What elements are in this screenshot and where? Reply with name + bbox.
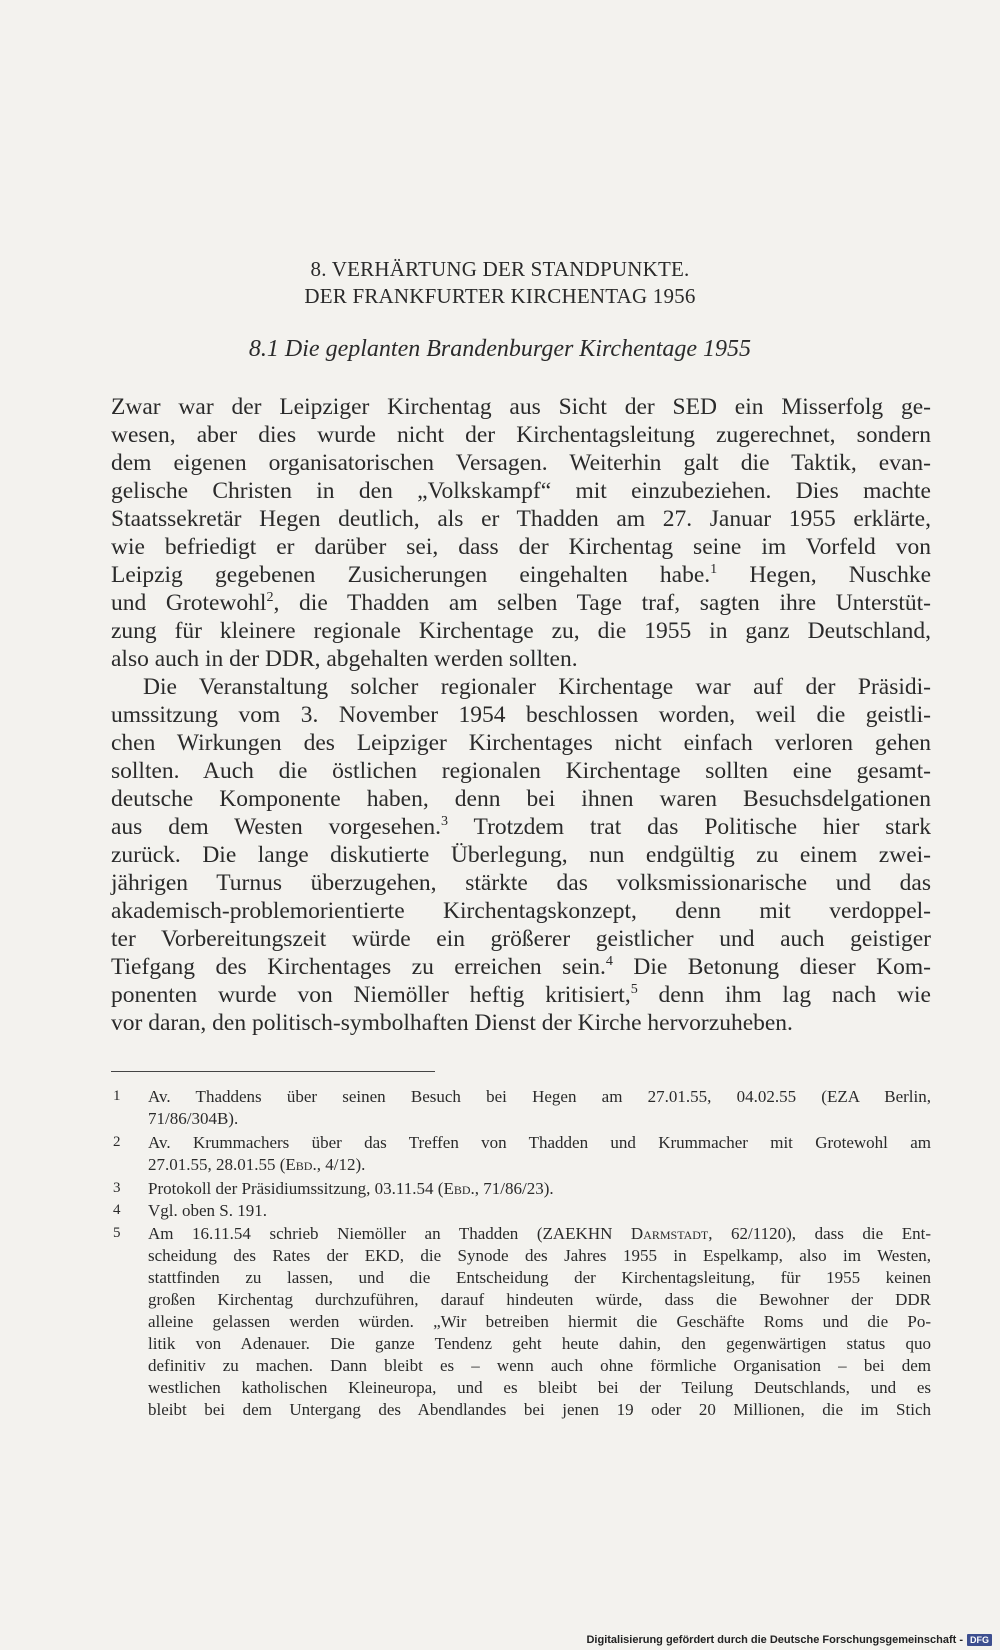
body-line: zung für kleinere regionale Kirchentage zu, die 1955 in ganz Deutschland, <box>111 618 931 644</box>
footnote-line: Av. Krummachers über das Treffen von Thadden und Krummacher mit Grotewohl am <box>148 1133 931 1152</box>
body-line: Die Veranstaltung solcher regionaler Kirchentage war auf der Präsidi- <box>143 674 931 700</box>
body-line: vor daran, den politisch-symbolhaften Dienst der Kirche hervorzuheben. <box>111 1010 793 1036</box>
footnote-line: stattfinden zu lassen, und die Entscheidung der Kirchentagsleitung, für 1955 keinen <box>148 1268 931 1287</box>
footnote-ref[interactable]: 5 <box>630 981 638 998</box>
body-line: Staatssekretär Hegen deutlich, als er Thadden am 27. Januar 1955 erklärte, <box>111 506 931 532</box>
body-line: deutsche Komponente haben, denn bei ihnen waren Besuchsdelgationen <box>111 786 931 812</box>
body-line: akademisch-problemorientierte Kirchentagskonzept, denn mit verdoppel- <box>111 898 931 924</box>
dfg-logo-icon: DFG <box>967 1634 992 1646</box>
body-line: jährigen Turnus überzugehen, stärkte das volksmissionarische und das <box>111 870 931 896</box>
body-line: ponenten wurde von Niemöller heftig kritisiert,$^5$ denn ihm lag nach wie <box>111 981 931 1008</box>
digitization-credit <box>586 1632 992 1648</box>
footnote-line: definitiv zu machen. Dann bleibt es – wenn auch ohne förmliche Organisation – bei dem <box>148 1356 931 1375</box>
body-line: und Grotewohl$^2$, die Thadden am selben Tage traf, sagten ihre Unterstüt- <box>111 589 931 616</box>
credit-text: Digitalisierung gefördert durch die Deutsche Forschungsgemeinschaft - <box>586 1634 963 1646</box>
footnote-line: Vgl. oben S. 191. <box>148 1201 267 1220</box>
footnote-line: 71/86/304B). <box>148 1109 239 1128</box>
footnote-line: bleibt bei dem Untergang des Abendlandes bei jenen 19 oder 20 Millionen, die im Stich <box>148 1400 931 1419</box>
footnote-number: 4 <box>113 1202 121 1218</box>
body-line: ter Vorbereitungszeit würde ein größerer geistlicher und auch geistiger <box>111 926 931 952</box>
chapter-title-line-2: DER FRANKFURTER KIRCHENTAG 1956 <box>304 284 696 308</box>
body-line: Leipzig gegebenen Zusicherungen eingehalten habe.$^1$ Hegen, Nuschke <box>111 561 931 588</box>
body-line: wesen, aber dies wurde nicht der Kirchentagsleitung zugerechnet, sondern <box>111 422 931 448</box>
body-line: gelische Christen in den „Volkskampf“ mit einzubeziehen. Dies machte <box>111 478 931 504</box>
footnote-number: 1 <box>113 1088 121 1104</box>
footnote-divider <box>111 1071 435 1072</box>
body-line: Tiefgang des Kirchentages zu erreichen sein.$^4$ Die Betonung dieser Kom- <box>111 953 931 980</box>
footnote-number: 2 <box>113 1134 121 1150</box>
footnote-number: 5 <box>113 1225 121 1241</box>
body-line: umssitzung vom 3. November 1954 beschlossen worden, weil die geistli- <box>111 702 931 728</box>
footnote-line: Av. Thaddens über seinen Besuch bei Hegen am 27.01.55, 04.02.55 (EZA Berlin, <box>148 1087 931 1106</box>
body-line: sollten. Auch die östlichen regionalen Kirchentage sollten eine gesamt- <box>111 758 931 784</box>
footnote-ref[interactable]: 3 <box>441 813 449 830</box>
footnote-line: litik von Adenauer. Die ganze Tendenz geht heute dahin, den gegenwärtigen status quo <box>148 1334 931 1353</box>
body-line: Zwar war der Leipziger Kirchentag aus Sicht der SED ein Misserfolg ge- <box>111 394 931 420</box>
body-line: also auch in der DDR, abgehalten werden sollten. <box>111 646 578 672</box>
footnote-ref[interactable]: 2 <box>266 589 274 606</box>
body-line: zurück. Die lange diskutierte Überlegung, nun endgültig zu einem zwei- <box>111 842 931 868</box>
footnote-number: 3 <box>113 1180 121 1196</box>
footnote-line: scheidung des Rates der EKD, die Synode des Jahres 1955 in Espelkamp, also im Westen, <box>148 1246 931 1265</box>
footnote-line: 27.01.55, 28.01.55 (Ebd., 4/12). <box>148 1155 366 1174</box>
body-line: dem eigenen organisatorischen Versagen. Weiterhin galt die Taktik, evan- <box>111 450 931 476</box>
body-line: aus dem Westen vorgesehen.$^3$ Trotzdem trat das Politische hier stark <box>111 813 931 840</box>
footnote-ref[interactable]: 4 <box>605 953 613 970</box>
section-title: 8.1 Die geplanten Brandenburger Kirchentage 1955 <box>248 336 752 362</box>
footnote-line: großen Kirchentag durchzuführen, darauf hindeuten würde, dass die Bewohner der DDR <box>148 1290 931 1309</box>
footnote-line: alleine gelassen werden würden. „Wir betreiben hiermit die Geschäfte Roms und die Po- <box>148 1312 931 1331</box>
footnote-ref[interactable]: 1 <box>710 561 718 578</box>
footnote-line: westlichen katholischen Kleineuropa, und es bleibt bei der Teilung Deutschlands, und es <box>148 1378 931 1397</box>
footnote-line: Am 16.11.54 schrieb Niemöller an Thadden (ZAEKHN Darmstadt, 62/1120), dass die Ent- <box>148 1224 931 1243</box>
body-line: wie befriedigt er darüber sei, dass der Kirchentag seine im Vorfeld von <box>111 534 931 560</box>
chapter-title-line-1: 8. VERHÄRTUNG DER STANDPUNKTE. <box>310 257 690 281</box>
footnote-line: Protokoll der Präsidiumssitzung, 03.11.54 (Ebd., 71/86/23). <box>148 1179 554 1198</box>
body-line: chen Wirkungen des Leipziger Kirchentages nicht einfach verloren gehen <box>111 730 931 756</box>
